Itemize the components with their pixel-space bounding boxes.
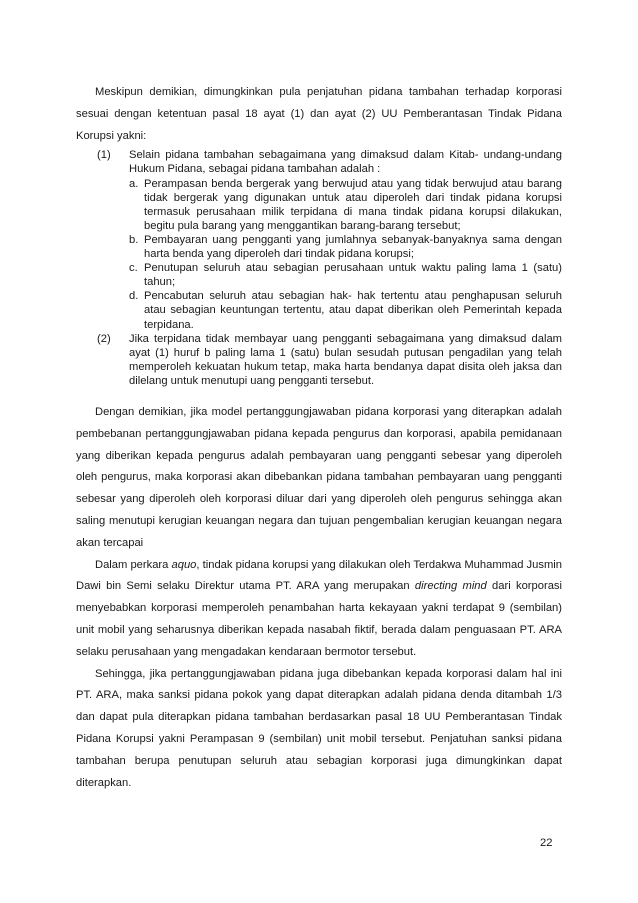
italic-term: aquo bbox=[171, 558, 197, 571]
paragraph-model-pertanggungjawaban: Dengan demikian, jika model pertanggungjawaban pidana korporasi yang diterapkan adalah pembebanan pertanggungjawaban pidana kepada pengurus dan korporasi, apabila pemidanaan yang diberikan kepada pengurus adalah pembayaran uang pengganti sebesar yang diperoleh oleh pengurus, maka korporasi akan dibebankan pidana tambahan pembayaran uang pengganti sebesar yang diperoleh oleh korporasi diluar dari yang diperoleh oleh pengurus sehingga akan saling menutupi kerugian keuangan negara dan tujuan pengembalian kerugian keuangan negara akan tercapai bbox=[76, 405, 562, 549]
sub-item-b bbox=[129, 233, 562, 261]
item-text: Jika terpidana tidak membayar uang pengganti sebagaimana yang dimaksud dalam ayat (1) huruf b paling lama 1 (satu) bulan sesudah putusan pengadilan yang telah memperoleh kekuatan hukum tetap, maka harta bendanya dapat disita oleh jaksa dan dilelang untuk menutupi uang pengganti tersebut. bbox=[129, 332, 562, 387]
item-number: (2) bbox=[97, 332, 111, 345]
sub-item-d bbox=[129, 289, 562, 331]
sub-item-text: Penutupan seluruh atau sebagian perusahaan untuk waktu paling lama 1 (satu) tahun; bbox=[144, 262, 562, 289]
sub-item-text: Perampasan benda bergerak yang berwujud atau yang tidak berwujud atau barang tidak bergerak yang digunakan untuk atau diperoleh dari tindak pidana korupsi termasuk perusahaan milik terpidana di mana tindak pidana korupsi dilakukan, begitu pula barang yang menggantikan barang-barang tersebut; bbox=[144, 177, 562, 232]
item-text: Selain pidana tambahan sebagaimana yang dimaksud dalam Kitab- undang-undang Hukum Pidana, sebagai pidana tambahan adalah : bbox=[129, 149, 562, 176]
sub-item-c bbox=[129, 261, 562, 289]
paragraph-sanksi: Sehingga, jika pertanggungjawaban pidana juga dibebankan kepada korporasi dalam hal ini PT. ARA, maka sanksi pidana pokok yang dapat diterapkan adalah pidana denda ditambah 1/3 dan dapat pula diterapkan pidana tambahan berdasarkan pasal 18 UU Pemberantasan Tindak Pidana Korupsi yakni Perampasan 9 (sembilan) unit mobil tersebut. Penjatuhan sanksi pidana tambahan berupa penutupan seluruh atau sebagian korporasi juga dimungkinkan dapat diterapkan. bbox=[76, 667, 562, 789]
sub-item-text: Pencabutan seluruh atau sebagian hak- hak tertentu atau penghapusan seluruh atau sebagian keuntungan tertentu, atau dapat diberikan oleh Pemerintah kepada terpidana. bbox=[144, 290, 562, 331]
sub-item-text: Pembayaran uang pengganti yang jumlahnya sebanyak-banyaknya sama dengan harta benda yang diperoleh dari tindak pidana korupsi; bbox=[144, 233, 562, 261]
article-quote bbox=[76, 148, 562, 388]
italic-term: directing mind bbox=[414, 580, 487, 593]
document-body bbox=[76, 82, 562, 794]
page-number: 22 bbox=[540, 837, 553, 849]
sub-item-letter: d. bbox=[129, 290, 139, 303]
item-number: (1) bbox=[97, 149, 111, 162]
sub-item-letter: c. bbox=[129, 262, 138, 275]
article-item-2 bbox=[97, 332, 562, 388]
article-item-1 bbox=[97, 148, 562, 331]
intro-paragraph: Meskipun demikian, dimungkinkan pula penjatuhan pidana tambahan terhadap korporasi sesuai dengan ketentuan pasal 18 ayat (1) dan ayat (2) UU Pemberantasan Tindak Pidana Korupsi yakni: bbox=[76, 86, 562, 142]
sub-item-letter: b. bbox=[129, 233, 139, 246]
paragraph-perkara-aquo: Dalam perkara aquo, tindak pidana korupsi yang dilakukan oleh Terdakwa Muhammad Jusmin Dawi bin Semi selaku Direktur utama PT. ARA yang merupakan directing mind dari korporasi menyebabkan korporasi memperoleh penambahan harta kekayaan yakni terdapat 9 (sembilan) unit mobil yang seharusnya diberikan kepada nasabah fiktif, berada dalam penguasaan PT. ARA selaku perusahaan yang mengadakan kendaraan bermotor tersebut. bbox=[76, 558, 562, 658]
sub-item-a bbox=[129, 177, 562, 233]
sub-item-letter: a. bbox=[129, 177, 139, 190]
